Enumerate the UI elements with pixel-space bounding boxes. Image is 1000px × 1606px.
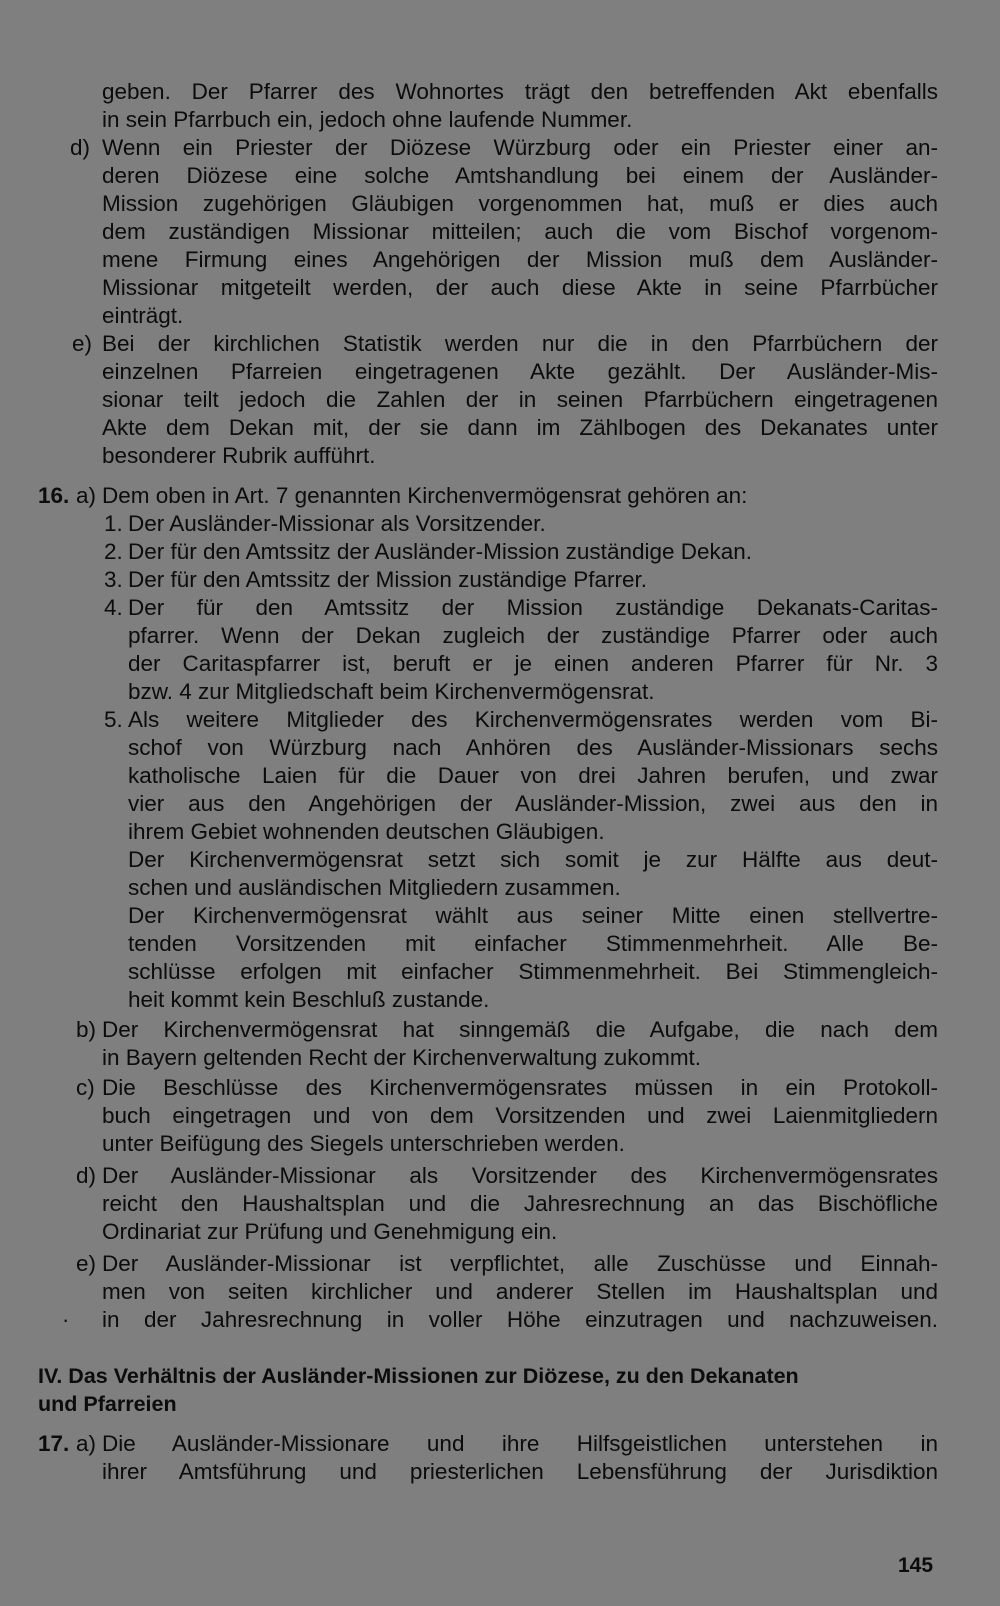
text-line: Wenn ein Priester der Diözese Würzburg oder ein Priester einer an- bbox=[102, 135, 938, 160]
item-label-e: e) bbox=[72, 331, 93, 356]
subitem-number-1: 1. bbox=[104, 511, 123, 536]
text-line: Ordinariat zur Prüfung und Genehmigung ein. bbox=[102, 1219, 558, 1244]
article-number-17: 17. bbox=[38, 1431, 70, 1456]
text-line: bzw. 4 zur Mitgliedschaft beim Kirchenvermögensrat. bbox=[128, 679, 655, 704]
item-label-d: d) bbox=[76, 1163, 97, 1188]
text-line: Der Kirchenvermögensrat wählt aus seiner Mitte einen stellvertre- bbox=[128, 903, 938, 928]
text-line: Dem oben in Art. 7 genannten Kirchenvermögensrat gehören an: bbox=[102, 483, 748, 508]
text-line: geben. Der Pfarrer des Wohnortes trägt den betreffenden Akt ebenfalls bbox=[102, 79, 938, 104]
text-line: einträgt. bbox=[102, 303, 184, 328]
item-label-a: a) bbox=[76, 483, 97, 508]
item-label-b: b) bbox=[76, 1017, 97, 1042]
item-label-e: e) bbox=[76, 1251, 97, 1276]
text-line: heit kommt kein Beschluß zustande. bbox=[128, 987, 490, 1012]
text-line: schlüsse erfolgen mit einfacher Stimmenmehrheit. Bei Stimmengleich- bbox=[128, 959, 938, 984]
text-line: in der Jahresrechnung in voller Höhe einzutragen und nachzuweisen. bbox=[102, 1307, 938, 1332]
text-line: mene Firmung eines Angehörigen der Mission muß dem Ausländer- bbox=[102, 247, 938, 272]
text-line: dem zuständigen Missionar mitteilen; auch die vom Bischof vorgenom- bbox=[102, 219, 938, 244]
text-line: Der Kirchenvermögensrat hat sinngemäß die Aufgabe, die nach dem bbox=[102, 1017, 938, 1042]
text-line: ihrer Amtsführung und priesterlichen Lebensführung der Jurisdiktion bbox=[102, 1459, 938, 1484]
text-line: Der Ausländer-Missionar als Vorsitzender. bbox=[128, 511, 546, 536]
text-line: katholische Laien für die Dauer von drei Jahren berufen, und zwar bbox=[128, 763, 938, 788]
text-line: schen und ausländischen Mitgliedern zusammen. bbox=[128, 875, 621, 900]
text-line: deren Diözese eine solche Amtshandlung bei einem der Ausländer- bbox=[102, 163, 938, 188]
text-line: unter Beifügung des Siegels unterschrieben werden. bbox=[102, 1131, 625, 1156]
item-label-c: c) bbox=[76, 1075, 95, 1100]
subitem-number-2: 2. bbox=[104, 539, 123, 564]
subitem-number-5: 5. bbox=[104, 707, 123, 732]
stray-mark: · bbox=[62, 1307, 70, 1332]
text-line: reicht den Haushaltsplan und die Jahresrechnung an das Bischöfliche bbox=[102, 1191, 938, 1216]
text-line: Der für den Amtssitz der Mission zuständige Dekanats-Caritas- bbox=[128, 595, 938, 620]
text-line: Akte dem Dekan mit, der sie dann im Zählbogen des Dekanates unter bbox=[102, 415, 938, 440]
section-heading-continued: und Pfarreien bbox=[38, 1392, 177, 1416]
subitem-number-3: 3. bbox=[104, 567, 123, 592]
text-line: tenden Vorsitzenden mit einfacher Stimmenmehrheit. Alle Be- bbox=[128, 931, 938, 956]
item-label-d: d) bbox=[70, 135, 91, 160]
text-line: Mission zugehörigen Gläubigen vorgenommen hat, muß er dies auch bbox=[102, 191, 938, 216]
text-line: Der Ausländer-Missionar als Vorsitzender des Kirchenvermögensrates bbox=[102, 1163, 938, 1188]
text-line: ihrem Gebiet wohnenden deutschen Gläubigen. bbox=[128, 819, 605, 844]
text-line: Der für den Amtssitz der Ausländer-Mission zuständige Dekan. bbox=[128, 539, 753, 564]
text-line: schof von Würzburg nach Anhören des Ausländer-Missionars sechs bbox=[128, 735, 938, 760]
text-line: Als weitere Mitglieder des Kirchenvermögensrates werden vom Bi- bbox=[128, 707, 938, 732]
text-line: der Caritaspfarrer ist, beruft er je einen anderen Pfarrer für Nr. 3 bbox=[128, 651, 938, 676]
text-line: pfarrer. Wenn der Dekan zugleich der zuständige Pfarrer oder auch bbox=[128, 623, 938, 648]
text-line: Der für den Amtssitz der Mission zuständige Pfarrer. bbox=[128, 567, 647, 592]
article-number-16: 16. bbox=[38, 483, 70, 508]
text-line: Die Beschlüsse des Kirchenvermögensrates müssen in ein Protokoll- bbox=[102, 1075, 938, 1100]
text-line: besonderer Rubrik aufführt. bbox=[102, 443, 376, 468]
text-line: in sein Pfarrbuch ein, jedoch ohne laufende Nummer. bbox=[102, 107, 633, 132]
text-line: Der Kirchenvermögensrat setzt sich somit je zur Hälfte aus deut- bbox=[128, 847, 938, 872]
text-line: Die Ausländer-Missionare und ihre Hilfsgeistlichen unterstehen in bbox=[102, 1431, 938, 1456]
text-line: in Bayern geltenden Recht der Kirchenverwaltung zukommt. bbox=[102, 1045, 702, 1070]
text-line: buch eingetragen und von dem Vorsitzenden und zwei Laienmitgliedern bbox=[102, 1103, 938, 1128]
text-line: men von seiten kirchlicher und anderer Stellen im Haushaltsplan und bbox=[102, 1279, 938, 1304]
page-number: 145 bbox=[898, 1554, 934, 1577]
section-heading: IV. Das Verhältnis der Ausländer-Missionen zur Diözese, zu den Dekanaten bbox=[38, 1364, 799, 1388]
subitem-number-4: 4. bbox=[104, 595, 123, 620]
text-line: einzelnen Pfarreien eingetragenen Akte gezählt. Der Ausländer-Mis- bbox=[102, 359, 938, 384]
text-line: Bei der kirchlichen Statistik werden nur die in den Pfarrbüchern der bbox=[102, 331, 938, 356]
text-line: Missionar mitgeteilt werden, der auch diese Akte in seine Pfarrbücher bbox=[102, 275, 938, 300]
text-line: sionar teilt jedoch die Zahlen der in seinen Pfarrbüchern eingetragenen bbox=[102, 387, 938, 412]
text-line: Der Ausländer-Missionar ist verpflichtet, alle Zuschüsse und Einnah- bbox=[102, 1251, 938, 1276]
text-line: vier aus den Angehörigen der Ausländer-Mission, zwei aus den in bbox=[128, 791, 938, 816]
item-label-a: a) bbox=[76, 1431, 97, 1456]
